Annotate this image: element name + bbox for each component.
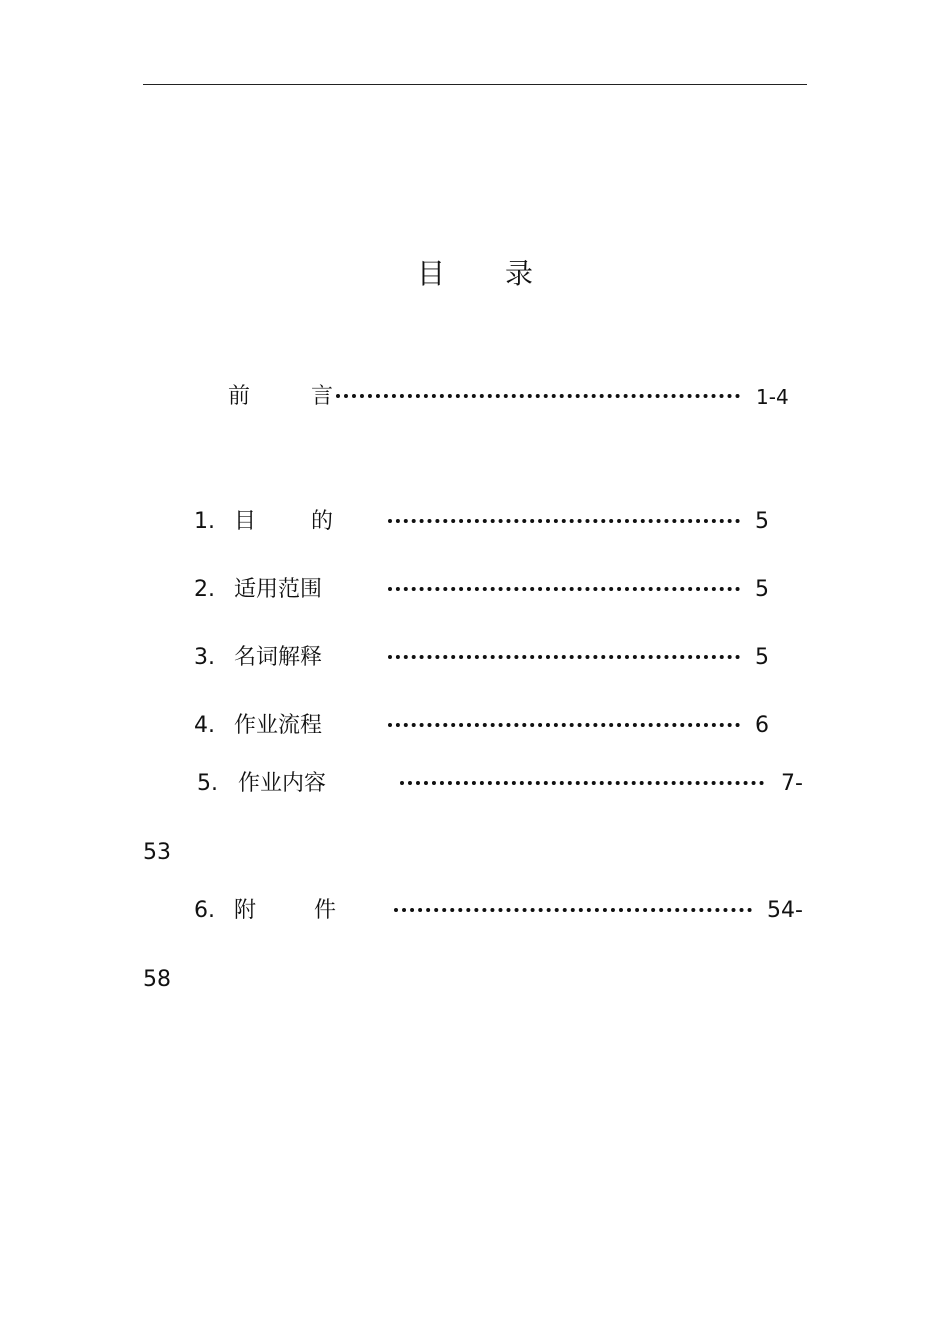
entry-5-leader-dots [400, 781, 764, 785]
header-rule [143, 84, 807, 85]
entry-3-label: 名词解释 [234, 645, 323, 670]
entry-1-label-char-1: 目 [234, 509, 257, 534]
entry-1-leader-dots [388, 519, 740, 523]
entry-1-pages: 5 [755, 509, 769, 534]
entry-4-pages: 6 [755, 713, 769, 738]
toc-title [0, 256, 950, 292]
entry-5-label: 作业内容 [238, 771, 327, 796]
entry-5-pages: 7- [781, 771, 803, 796]
entry-6-pages: 54- [767, 898, 803, 923]
entry-4-number: 4. [194, 713, 215, 738]
entry-2-number: 2. [194, 577, 215, 602]
toc-title-char-2: 录 [505, 257, 534, 290]
entry-2-leader-dots [388, 587, 740, 591]
entry-1-number: 1. [194, 509, 215, 534]
entry-6-pages-wrap: 58 [143, 967, 171, 992]
entry-2-label: 适用范围 [234, 577, 323, 602]
entry-6-label-char-2: 件 [314, 898, 337, 923]
entry-5-number: 5. [197, 771, 218, 796]
entry-3-leader-dots [388, 655, 740, 659]
preface-leader-dots [336, 394, 740, 398]
entry-1-label-char-2: 的 [311, 509, 334, 534]
entry-6-number: 6. [194, 898, 215, 923]
entry-3-number: 3. [194, 645, 215, 670]
entry-6-leader-dots [394, 908, 752, 912]
entry-2-pages: 5 [755, 577, 769, 602]
preface-pages: 1-4 [756, 385, 789, 409]
entry-4-leader-dots [388, 723, 740, 727]
preface-label-char-1: 前 [228, 384, 251, 409]
entry-5-pages-wrap: 53 [143, 840, 171, 865]
entry-6-label-char-1: 附 [234, 898, 257, 923]
entry-4-label: 作业流程 [234, 713, 323, 738]
preface-label-char-2: 言 [311, 384, 334, 409]
toc-title-char-1: 目 [416, 257, 445, 290]
entry-3-pages: 5 [755, 645, 769, 670]
